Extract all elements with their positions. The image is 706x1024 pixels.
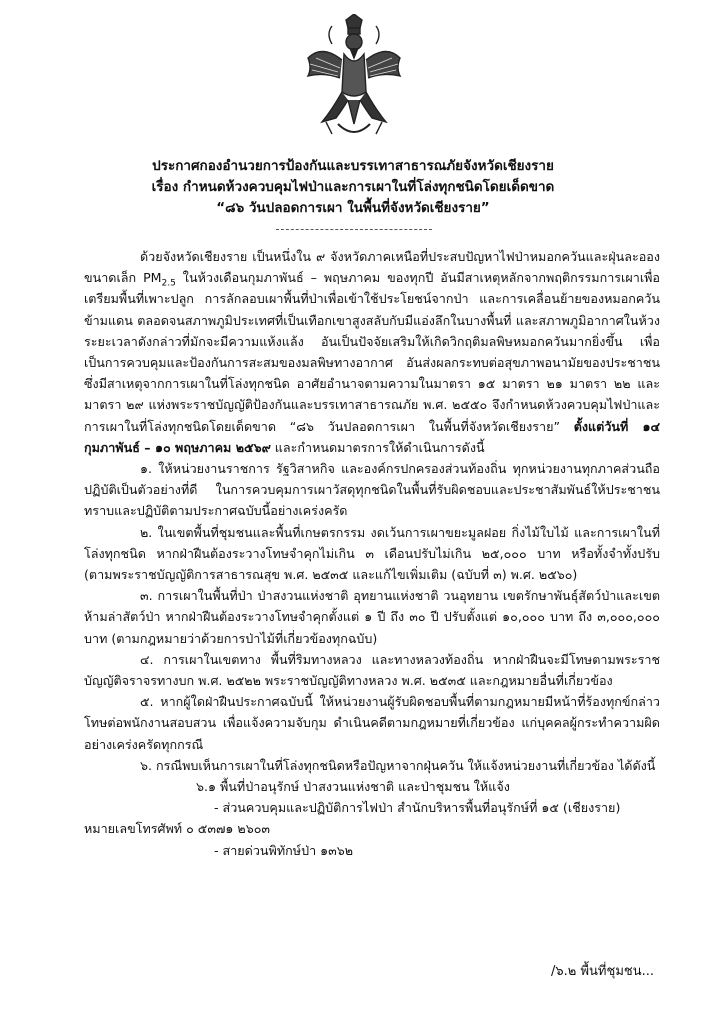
contact-forest-hotline: - สายด่วนพิทักษ์ป่า ๑๓๖๒ xyxy=(214,842,354,858)
measure-item-3: ๓. การเผาในพื้นที่ป่า ป่าสงวนแห่งชาติ อุทยานแห่งชาติ วนอุทยาน เขตรักษาพันธุ์สัตว์ป่าและเขตห้ามล่าสัตว์ป่า หากฝ่าฝืนต้องระวางโทษจำคุกตั้งแต่ ๑ ปี ถึง ๓๐ ปี ปรับตั้งแต่ ๑๐,๐๐๐ บาท ถึง ๓,๐๐๐,๐๐๐ บาท (ตามกฎหมายว่าด้วยการป่าไม้ที่เกี่ยวข้องทุกฉบับ) xyxy=(84,588,660,646)
measure-item-6: ๖. กรณีพบเห็นการเผาในที่โล่งทุกชนิดหรือปัญหาจากฝุ่นควัน ให้แจ้งหน่วยงานที่เกี่ยวข้อง ได้ดังนี้ xyxy=(140,757,656,773)
measure-item-2: ๒. ในเขตพื้นที่ชุมชนและพื้นที่เกษตรกรรม งดเว้นการเผาขยะมูลฝอย กิ่งไม้ใบไม้ และการเผาในที่โล่งทุกชนิด หากฝ่าฝืนต้องระวางโทษจำคุกไม่เกิน ๓ เดือนปรับไม่เกิน ๒๕,๐๐๐ บาท หรือทั้งจำทั้งปรับ (ตามพระราชบัญญัติการสาธารณสุข พ.ศ. ๒๕๓๕ และแก้ไขเพิ่มเติม (ฉบับที่ ๓) พ.ศ. ๒๕๖๐) xyxy=(84,524,660,583)
contact-forest-fire-unit: - ส่วนควบคุมและปฏิบัติการไฟป่า สำนักบริหารพื้นที่อนุรักษ์ที่ ๑๕ (เชียงราย) xyxy=(214,800,621,816)
intro-text-2: ในห้วงเดือนกุมภาพันธ์ – พฤษภาคม ของทุกปี อันมีสาเหตุหลักจากพฤติกรรมการเผาเพื่อเตรียมพื้นที่เพาะปลูก การลักลอบเผาพื้นที่ป่าเพื่อเข้าใช้ประโยชน์จากป่า และการเคลื่อนย้ายของหมอกควันข้ามแดน ตลอดจนสภาพภูมิประเทศที่เป็นเทือกเขาสูงสลับกับมีแอ่งลึกในบางพื้นที่ และสภาพภูมิอากาศในห้วงระยะเวลาดังกล่าวที่มักจะมีความแห้งแล้ง อันเป็นปัจจัยเสริมให้เกิดวิกฤติมลพิษหมอกควันมากยิ่งขึ้น เพื่อเป็นการควบคุมและป้องกันการสะสมของมลพิษทางอากาศ อันส่งผลกระทบต่อสุขภาพอนามัยของประชาชน ซึ่งมีสาเหตุจากการเผาในที่โล่งทุกชนิด อาศัยอำนาจตามความในมาตรา ๑๕ มาตรา ๒๑ มาตรา ๒๒ และมาตรา ๒๙ แห่งพระราชบัญญัติป้องกันและบรรเทาสาธารณภัย พ.ศ. ๒๕๕๐ จึงกำหนดห้วงควบคุมไฟป่าและการเผาในที่โล่งทุกชนิดโดยเด็ดขาด “๘๖ วันปลอดการเผา ในพื้นที่จังหวัดเชียงราย” xyxy=(84,270,660,434)
intro-text-1: ด้วยจังหวัดเชียงราย เป็นหนึ่งใน ๙ จังหวัดภาคเหนือที่ประสบปัญหาไฟป่าหมอกควันและฝุ่นละอองขนาดเล็ก PM xyxy=(84,249,660,286)
pm-subscript: 2.5 xyxy=(161,278,176,289)
announcement-subject: เรื่อง กำหนดห้วงควบคุมไฟป่าและการเผาในที่โล่งทุกชนิดโดยเด็ดขาด xyxy=(151,179,555,195)
continuation-note: /๖.๒ พื้นที่ชุมชน... xyxy=(551,964,654,979)
measure-item-1: ๑. ให้หน่วยงานราชการ รัฐวิสาหกิจ และองค์กรปกครองส่วนท้องถิ่น ทุกหน่วยงานทุกภาคส่วนถือปฏิบัติเป็นตัวอย่างที่ดี ในการควบคุมการเผาวัสดุทุกชนิดในพื้นที่รับผิดชอบและประชาสัมพันธ์ให้ประชาชนทราบและปฏิบัติตามประกาศฉบับนี้อย่างเคร่งครัด xyxy=(84,461,660,519)
sub-item-6-1: ๖.๑ พื้นที่ป่าอนุรักษ์ ป่าสงวนแห่งชาติ และป่าชุมชน ให้แจ้ง xyxy=(196,779,510,795)
intro-text-3: และกำหนดมาตรการให้ดำเนินการดังนี้ xyxy=(270,439,485,455)
campaign-period: ตั้งแต่วันที่ ๑๔ กุมภาพันธ์ – ๑๐ พฤษภาคม ๒๕๖๙ xyxy=(84,418,660,455)
measure-item-5: ๕. หากผู้ใดฝ่าฝืนประกาศฉบับนี้ ให้หน่วยงานผู้รับผิดชอบพื้นที่ตามกฎหมายมีหน้าที่ร้องทุกข์กล่าวโทษต่อพนักงานสอบสวน เพื่อแจ้งความจับกุม ดำเนินคดีตามกฎหมายที่เกี่ยวข้อง แก่บุคคลผู้กระทำความผิดอย่างเคร่งครัดทุกกรณี xyxy=(84,694,660,752)
announcement-body xyxy=(84,246,660,861)
announcement-title: ประกาศกองอำนวยการป้องกันและบรรเทาสาธารณภัยจังหวัดเชียงราย xyxy=(152,158,554,174)
header-divider xyxy=(276,229,432,230)
intro-paragraph xyxy=(84,246,660,458)
measure-item-4: ๔. การเผาในเขตทาง พื้นที่ริมทางหลวง และทางหลวงท้องถิ่น หากฝ่าฝืนจะมีโทษตามพระราชบัญญัติจราจรทางบก พ.ศ. ๒๕๒๒ พระราชบัญญัติทางหลวง พ.ศ. ๒๕๓๕ และกฎหมายอื่นที่เกี่ยวข้อง xyxy=(84,651,660,689)
campaign-name: “๘๖ วันปลอดการเผา ในพื้นที่จังหวัดเชียงราย” xyxy=(216,200,490,216)
garuda-emblem-icon xyxy=(302,14,406,142)
contact-phone: หมายเลขโทรศัพท์ ๐ ๕๓๗๑ ๒๖๐๓ xyxy=(84,821,271,837)
